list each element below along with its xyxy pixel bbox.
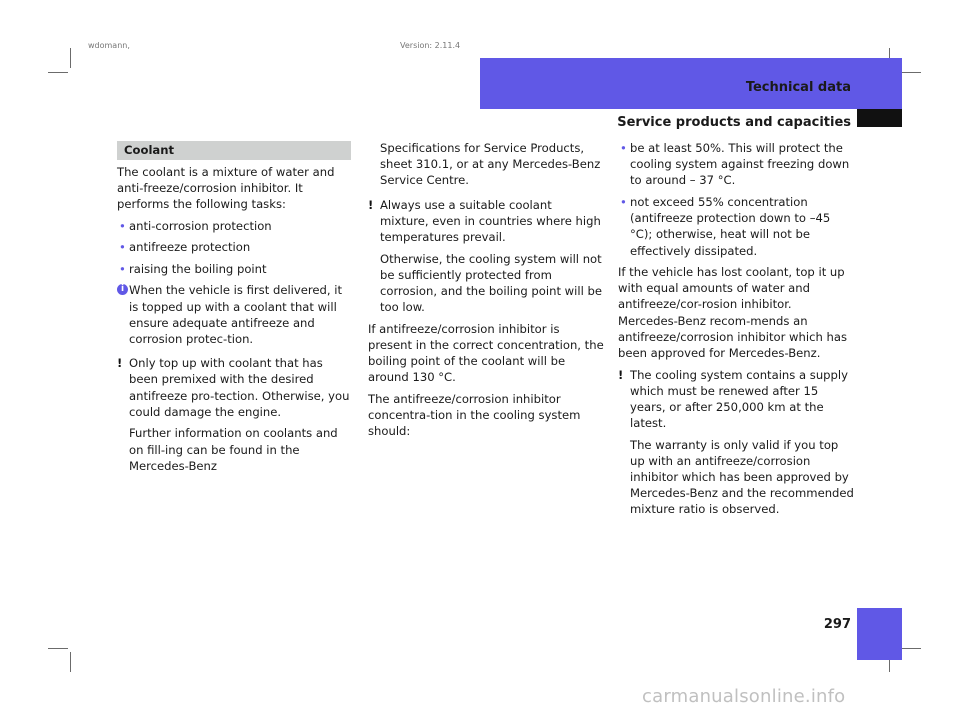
concentration-intro: The antifreeze/corrosion inhibitor concentra-tion in the cooling system should: bbox=[368, 391, 581, 439]
watermark: carmanualsonline.info bbox=[642, 686, 846, 707]
column-1 bbox=[117, 164, 353, 479]
author-meta: wdomann, bbox=[88, 41, 130, 50]
warning-continuation: The warranty is only valid if you top up with an antifreeze/corrosion inhibitor which has been approved by Mercedes-Benz and the recommended mixture ratio is observed. bbox=[630, 437, 854, 517]
coolant-heading-bar bbox=[117, 141, 351, 160]
boiling-point-text: If antifreeze/corrosion inhibitor is present in the correct concentration, the boiling point of the coolant will be around 130 °C. bbox=[368, 321, 604, 385]
list-item: • anti-corrosion protection bbox=[119, 218, 272, 233]
info-icon: i bbox=[117, 284, 128, 295]
column-2 bbox=[368, 140, 604, 445]
bullet-icon: • bbox=[119, 218, 126, 233]
coolant-heading: Coolant bbox=[124, 143, 175, 157]
warning-note: ! Always use a suitable coolant mixture, even in countries where high temperatures prevail. bbox=[368, 197, 601, 245]
lost-coolant-text: If the vehicle has lost coolant, top it up with equal amounts of water and antifreeze/cor-rosion inhibitor. Mercedes-Benz recom-mends an antifreeze/corrosion inhibitor which has been approved for Mercedes-Benz. bbox=[618, 265, 847, 361]
crop-mark bbox=[70, 48, 71, 68]
section-title: Technical data bbox=[745, 80, 851, 95]
page-number: 297 bbox=[823, 617, 851, 632]
bullet-icon: • bbox=[620, 141, 627, 155]
list-item: • not exceed 55% concentration (antifreeze protection down to –45 °C); otherwise, heat will not be effectively dissipated. bbox=[620, 194, 831, 258]
warning-continuation: Further information on coolants and on fill-ing can be found in the Mercedes-Benz bbox=[129, 426, 338, 473]
column-3 bbox=[618, 140, 854, 523]
warning-continuation: Otherwise, the cooling system will not be sufficiently protected from corrosion, and the boiling point will be too low. bbox=[380, 251, 603, 315]
page-number-box bbox=[857, 608, 902, 660]
bullet-icon: • bbox=[620, 194, 627, 209]
list-item: • antifreeze protection bbox=[119, 240, 251, 255]
info-note: i When the vehicle is first delivered, it is topped up with a coolant that will ensure adequate antifreeze and corrosion protec-tion. bbox=[117, 282, 353, 347]
subsection-title: Service products and capacities bbox=[617, 115, 851, 130]
warning-note: ! The cooling system contains a supply which must be renewed after 15 years, or after 250,000 km at the latest. bbox=[618, 367, 848, 431]
intro-text: The coolant is a mixture of water and anti-freeze/corrosion inhibitor. It performs the following tasks: bbox=[117, 165, 335, 212]
crop-mark bbox=[901, 72, 921, 73]
section-tab bbox=[857, 109, 902, 127]
crop-mark bbox=[48, 648, 68, 649]
list-item: • be at least 50%. This will protect the cooling system against freezing down to around – 37 °C. bbox=[620, 141, 850, 188]
warning-icon: ! bbox=[618, 367, 624, 382]
crop-mark bbox=[70, 652, 71, 672]
version-meta: Version: 2.11.4 bbox=[400, 41, 461, 50]
crop-mark bbox=[48, 72, 68, 73]
crop-mark bbox=[901, 648, 921, 649]
warning-continuation-tail: Specifications for Service Products, sheet 310.1, or at any Mercedes-Benz Service Centre. bbox=[380, 141, 601, 188]
warning-icon: ! bbox=[117, 356, 123, 371]
bullet-icon: • bbox=[119, 240, 126, 255]
warning-icon: ! bbox=[368, 197, 374, 212]
warning-note: ! Only top up with coolant that has been premixed with the desired antifreeze pro-tection. Otherwise, you could damage the engine. bbox=[117, 356, 350, 419]
list-item: • raising the boiling point bbox=[119, 261, 267, 276]
bullet-icon: • bbox=[119, 261, 126, 276]
